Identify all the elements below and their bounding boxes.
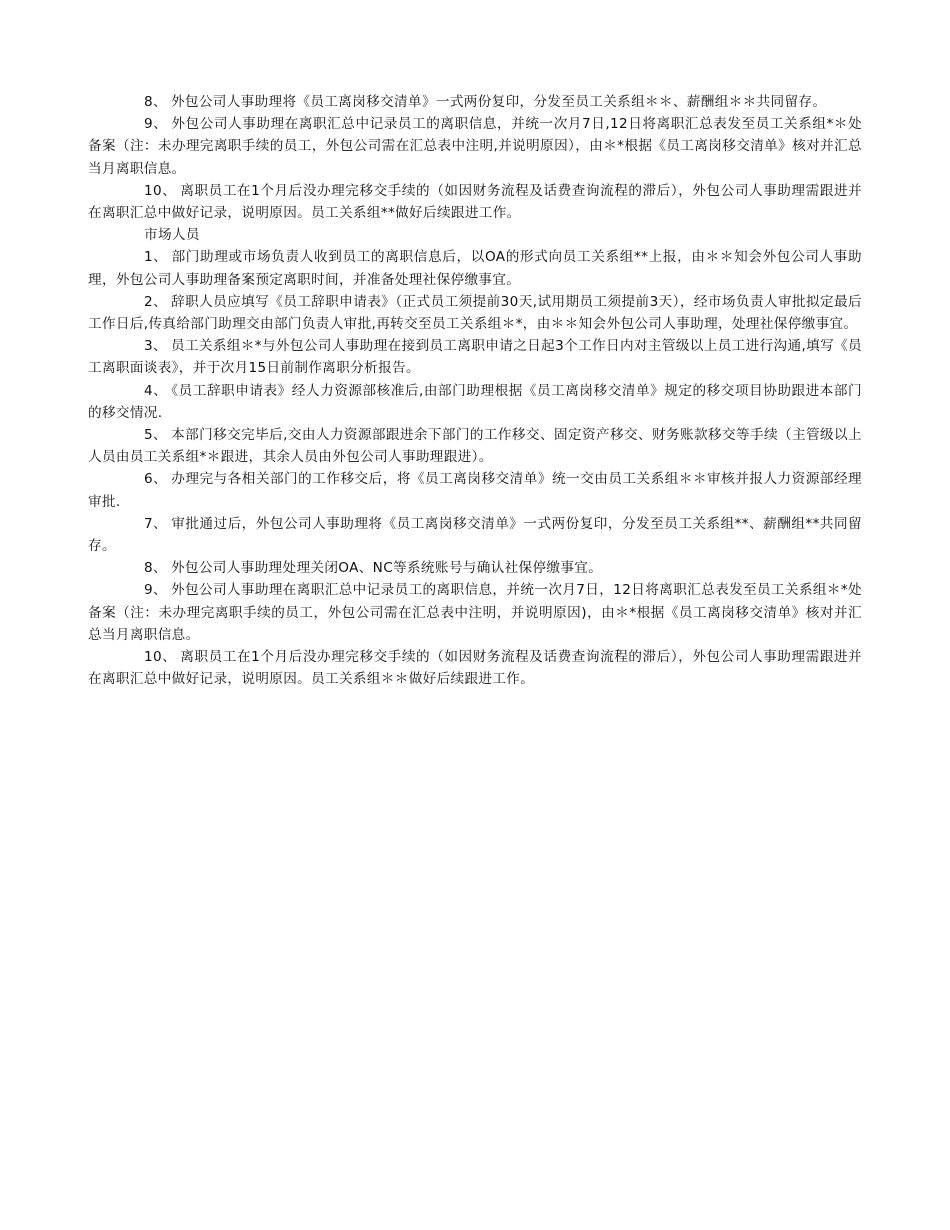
paragraph-number: 4、: [144, 382, 168, 399]
paragraph-10-outsourced-followup: [88, 180, 862, 224]
paragraph-10-followup: [88, 646, 862, 690]
paragraph-number: 7、: [144, 515, 168, 532]
paragraph-6-review: [88, 468, 862, 512]
paragraph-number: 5、: [144, 427, 168, 444]
paragraph-number: 10、: [144, 182, 177, 199]
paragraph-3-exit-interview: [88, 335, 862, 379]
paragraph-text: 离职员工在1个月后没办理完移交手续的（如因财务流程及话费查询流程的滞后），外包公司人事助理需跟进并在离职汇总中做好记录，说明原因。员工关系组**做好后续跟进工作。: [88, 182, 862, 222]
paragraph-number: 9、: [144, 116, 168, 133]
paragraph-text: 辞职人员应填写《员工辞职申请表》（正式员工须提前30天,试用期员工须提前3天），经市场负责人审批拟定最后工作日后,传真给部门助理交由部门负责人审批,再转交至员工关系组＊*，由＊＊知会外包公司人事助理，处理社保停缴事宜。: [88, 293, 862, 333]
paragraph-number: 3、: [144, 338, 167, 355]
paragraph-number: 10、: [144, 649, 177, 666]
paragraph-8-accounts: [88, 557, 862, 579]
paragraph-9-outsourced-summary: [88, 113, 862, 180]
paragraph-7-copy: [88, 513, 862, 557]
paragraph-number: 8、: [144, 560, 167, 577]
paragraph-text: 部门助理或市场负责人收到员工的离职信息后，以OA的形式向员工关系组**上报，由＊＊知会外包公司人事助理，外包公司人事助理备案预定离职时间，并准备处理社保停缴事宜。: [88, 249, 862, 288]
paragraph-text: 办理完与各相关部门的工作移交后，将《员工离岗移交清单》统一交由员工关系组＊＊审核并报人力资源部经理审批.: [88, 471, 862, 510]
paragraph-number: 6、: [144, 471, 168, 488]
paragraph-text: 外包公司人事助理处理关闭OA、NC等系统账号与确认社保停缴事宜。: [170, 560, 603, 577]
paragraph-text: 外包公司人事助理在离职汇总中记录员工的离职信息，并统一次月7日，12日将离职汇总表发至员工关系组＊*处备案（注：未办理完离职手续的员工，外包公司需在汇总表中注明，并说明原因)，由＊*根据《员工离岗移交清单》核对并汇总当月离职信息。: [88, 582, 862, 643]
paragraph-9-summary: [88, 579, 862, 646]
paragraph-text: 《员工辞职申请表》经人力资源部核准后,由部门助理根据《员工离岗移交清单》规定的移交项目协助跟进本部门的移交情况.: [88, 382, 862, 421]
paragraph-number: 1、: [144, 249, 168, 266]
paragraph-8-outsourced-copy: [88, 91, 862, 113]
paragraph-text: 外包公司人事助理在离职汇总中记录员工的离职信息，并统一次月7日,12日将离职汇总表发至员工关系组*＊处备案（注：未办理完离职手续的员工，外包公司需在汇总表中注明,并说明原因），由＊*根据《员工离岗移交清单》核对并汇总当月离职信息。: [88, 116, 862, 177]
document-page: [88, 91, 862, 690]
paragraph-number: 2、: [144, 293, 168, 310]
paragraph-2-resignation-form: [88, 291, 862, 335]
paragraph-text: 外包公司人事助理将《员工离岗移交清单》一式两份复印，分发至员工关系组＊＊、薪酬组＊＊共同留存。: [170, 94, 827, 110]
section-heading-market-staff: 市场人员: [144, 227, 200, 244]
paragraph-text: 员工关系组＊*与外包公司人事助理在接到员工离职申请之日起3个工作日内对主管级以上员工进行沟通,填写《员工离职面谈表》，并于次月15日前制作离职分析报告。: [88, 338, 862, 377]
paragraph-number: 9、: [144, 582, 168, 599]
paragraph-text: 审批通过后，外包公司人事助理将《员工离岗移交清单》一式两份复印，分发至员工关系组**、薪酬组**共同留存。: [88, 515, 862, 555]
paragraph-number: 8、: [144, 94, 167, 110]
paragraph-5-handover: [88, 424, 862, 468]
paragraph-1-report: [88, 246, 862, 290]
paragraph-text: 本部门移交完毕后,交由人力资源部跟进余下部门的工作移交、固定资产移交、财务账款移交等手续（主管级以上人员由员工关系组*＊跟进，其余人员由外包公司人事助理跟进）。: [88, 427, 862, 466]
paragraph-4-approval: [88, 380, 862, 424]
paragraph-text: 离职员工在1个月后没办理完移交手续的（如因财务流程及话费查询流程的滞后），外包公司人事助理需跟进并在离职汇总中做好记录，说明原因。员工关系组＊＊做好后续跟进工作。: [88, 649, 862, 688]
